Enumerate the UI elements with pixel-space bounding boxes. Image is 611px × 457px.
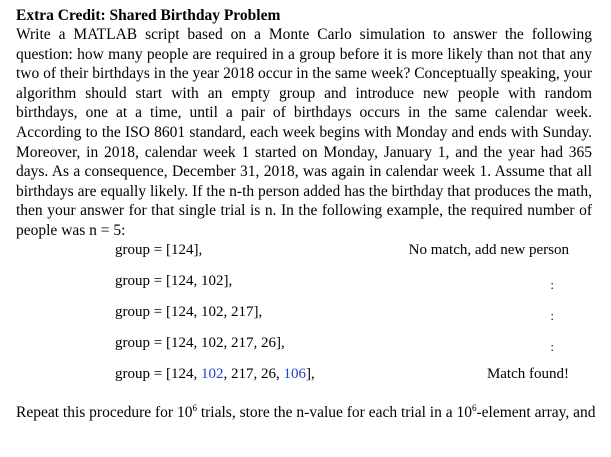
example-code: group = [124, 102, 217],: [115, 304, 263, 320]
repeat-instruction: [16, 402, 596, 422]
example-code: group = [124],: [115, 242, 203, 258]
continuation-dots: :: [550, 308, 554, 323]
example-block: [16, 241, 592, 396]
code-text: group = [124,: [115, 366, 201, 382]
section-heading: Extra Credit: Shared Birthday Problem: [16, 7, 281, 24]
example-note: No match, add new person: [408, 242, 569, 258]
exponent: 6: [472, 402, 477, 413]
example-row: [16, 303, 592, 334]
code-text: , 217, 26,: [223, 366, 284, 382]
example-row: [16, 365, 592, 396]
example-code: [115, 365, 315, 383]
example-code: group = [124, 102, 217, 26],: [115, 335, 285, 351]
repeat-text: -element array, and: [476, 404, 596, 421]
repeat-text: trials, store the n-value for each trial in a 10: [196, 404, 472, 421]
example-row: [16, 334, 592, 365]
example-code: group = [124, 102],: [115, 273, 233, 289]
continuation-dots: :: [550, 339, 554, 354]
repeat-text: Repeat this procedure for 10: [16, 404, 193, 421]
matching-birthday: 102: [200, 366, 224, 382]
problem-description: Write a MATLAB script based on a Monte Carlo simulation to answer the following question: how many people are required in a group before it is more likely than not that any two of their birthdays in the year 2018 occur in the same week? Conceptually speaking, your algorithm should start with an empty group and introduce new people with random birthdays, one at a time, until a pair of birthdays occurs in the same calendar week. According to the ISO 8601 standard, each week begins with Monday and ends with Sunday. Moreover, in 2018, calendar week 1 started on Monday, January 1, and the year had 365 days. As a consequence, December 31, 2018, was again in calendar week 1. Assume that all birthdays are equally likely. If the n-th person added has the birthday that produces the math, then your answer for that single trial is n. In the following example, the required number of people was n = 5:: [16, 26, 592, 239]
code-text: ],: [305, 366, 315, 382]
match-found-note: Match found!: [486, 366, 569, 382]
example-row: [16, 272, 592, 303]
document-page: [16, 6, 596, 421]
continuation-dots: :: [550, 277, 554, 292]
matching-birthday: 106: [283, 366, 306, 382]
exponent: 6: [192, 402, 197, 413]
example-row: [16, 241, 592, 272]
